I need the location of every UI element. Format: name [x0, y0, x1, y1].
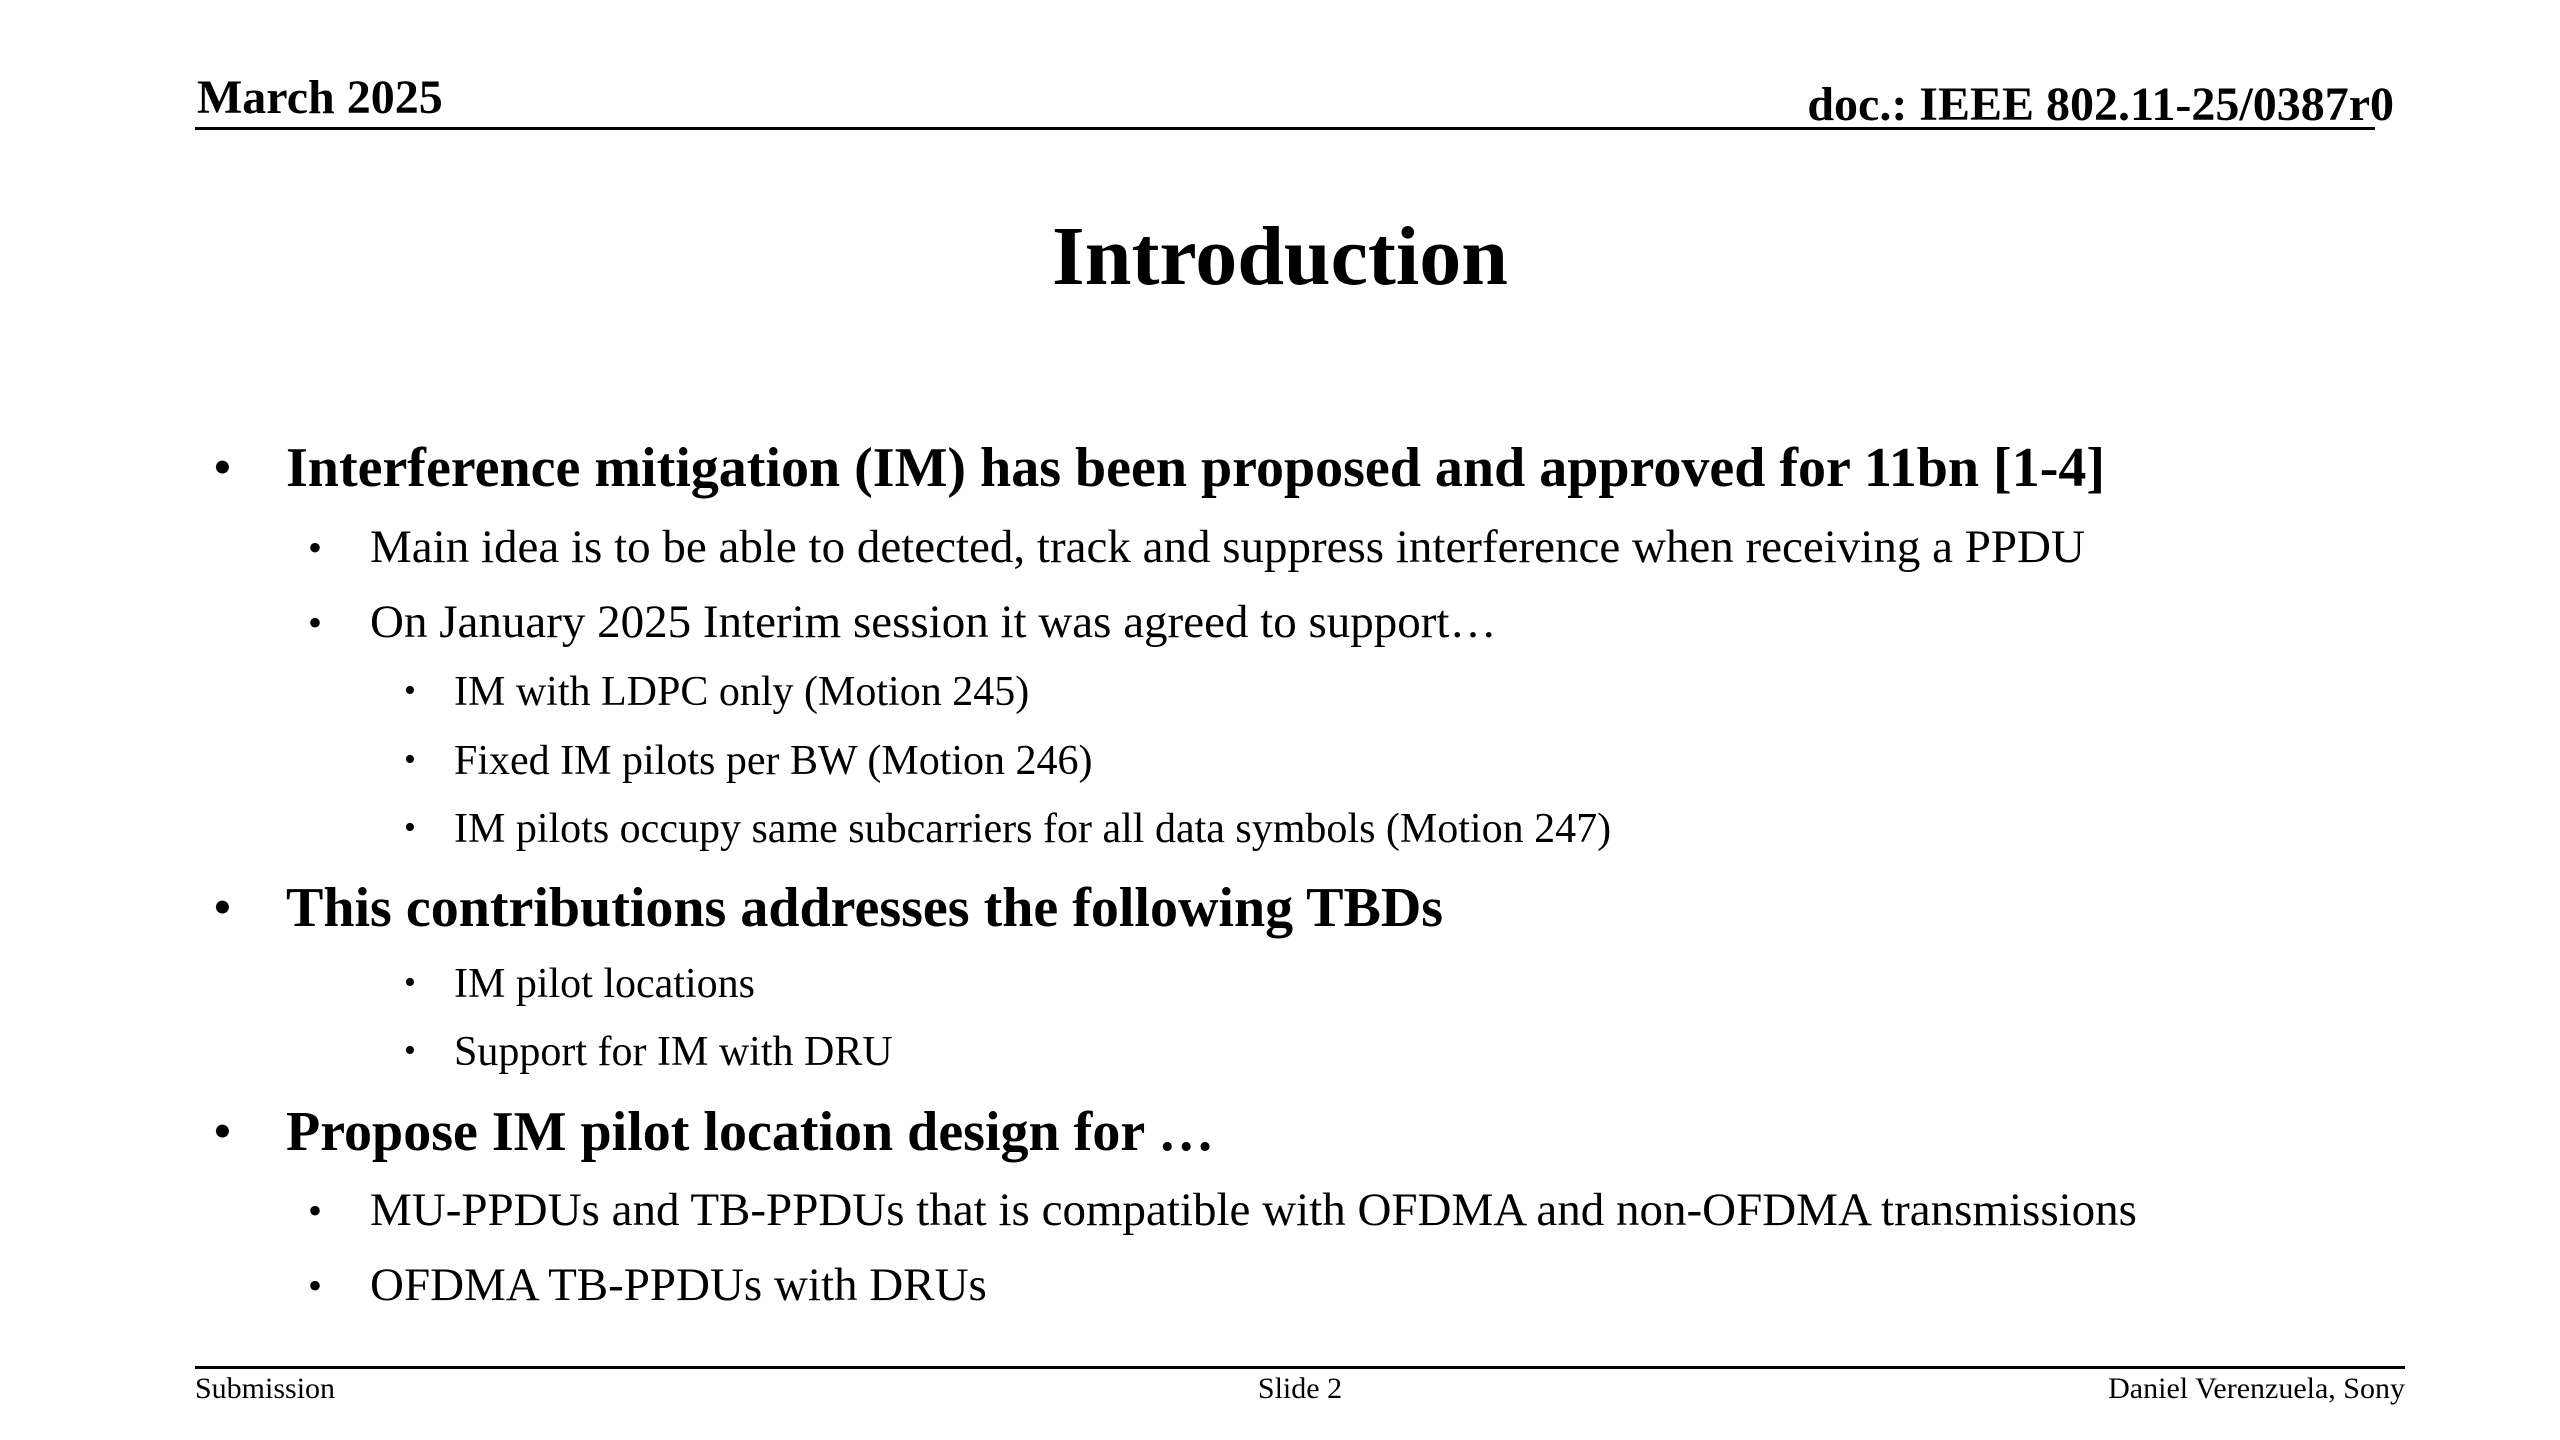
- bullet-dot: •: [308, 1188, 323, 1233]
- footer-divider: [195, 1366, 2405, 1369]
- bullet-text: On January 2025 Interim session it was agreed to support…: [370, 596, 1497, 648]
- bullet-text: IM pilot locations: [454, 961, 755, 1007]
- bullet-dot: •: [214, 1105, 231, 1158]
- bullet-text: Main idea is to be able to detected, track and suppress interference when receiving a PPDU: [370, 521, 2085, 573]
- bullet-text: OFDMA TB-PPDUs with DRUs: [370, 1259, 987, 1311]
- header-date: March 2025: [197, 71, 443, 124]
- bullet-dot: •: [404, 741, 416, 778]
- bullet-item: [308, 1183, 2137, 1237]
- header-doc-id: doc.: IEEE 802.11-25/0387r0: [1807, 78, 2394, 131]
- bullet-dot: •: [308, 1263, 323, 1308]
- bullet-item: [308, 520, 2085, 574]
- bullet-text: Support for IM with DRU: [454, 1029, 893, 1075]
- bullet-text: This contributions addresses the following TBDs: [286, 877, 1444, 939]
- bullet-dot: •: [404, 672, 416, 709]
- bullet-dot: •: [404, 809, 416, 846]
- bullet-text: Propose IM pilot location design for …: [286, 1101, 1215, 1163]
- footer-author: Daniel Verenzuela, Sony: [2108, 1372, 2405, 1405]
- bullet-item: [214, 1100, 1215, 1164]
- bullet-item: [404, 805, 1612, 853]
- bullet-item: [308, 595, 1497, 649]
- slide-title: Introduction: [1052, 210, 1508, 303]
- bullet-dot: •: [308, 600, 323, 645]
- bullet-item: [404, 737, 1093, 785]
- footer-submission: Submission: [195, 1372, 336, 1405]
- bullet-text: MU-PPDUs and TB-PPDUs that is compatible with OFDMA and non-OFDMA transmissions: [370, 1184, 2137, 1236]
- bullet-text: IM pilots occupy same subcarriers for all data symbols (Motion 247): [454, 806, 1612, 852]
- bullet-text: IM with LDPC only (Motion 245): [454, 669, 1030, 715]
- header-divider: [195, 127, 2375, 130]
- bullet-dot: •: [404, 964, 416, 1001]
- bullet-dot: •: [404, 1032, 416, 1069]
- bullet-item: [214, 876, 1444, 940]
- bullet-text: Interference mitigation (IM) has been proposed and approved for 11bn [1-4]: [286, 437, 2105, 499]
- bullet-item: [214, 436, 2105, 500]
- bullet-item: [404, 960, 755, 1008]
- bullet-dot: •: [214, 441, 231, 494]
- bullet-dot: •: [214, 881, 231, 934]
- footer-slide-number: Slide 2: [1257, 1372, 1343, 1405]
- bullet-item: [308, 1258, 987, 1312]
- bullet-text: Fixed IM pilots per BW (Motion 246): [454, 738, 1093, 784]
- bullet-item: [404, 668, 1030, 716]
- bullet-item: [404, 1028, 893, 1076]
- bullet-dot: •: [308, 525, 323, 570]
